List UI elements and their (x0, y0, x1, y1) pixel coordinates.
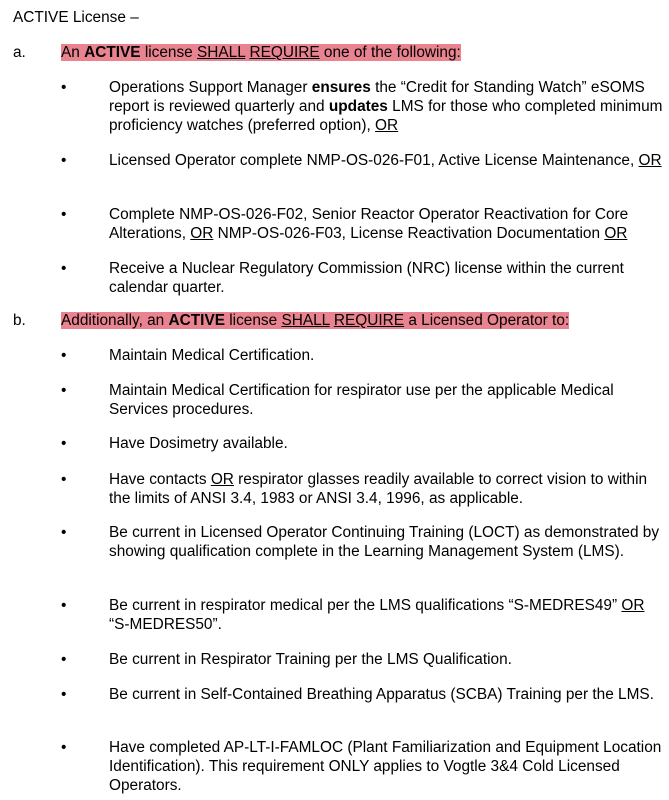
bullet-icon: • (61, 347, 67, 364)
list-item: Operations Support Manager ensures the “Credit for Standing Watch” eSOMS report is reviewed quarterly and updates LMS for those who completed minimum proficiency watches (preferred option), OR (109, 79, 663, 134)
list-item: Be current in Respirator Training per the LMS Qualification. (109, 651, 512, 668)
list-item: Have contacts OR respirator glasses readily available to correct vision to within the limits of ANSI 3.4, 1983 or ANSI 3.4, 1996, as applicable. (109, 471, 648, 507)
bullet-icon: • (61, 435, 67, 452)
list-item: Complete NMP-OS-026-F02, Senior Reactor Operator Reactivation for Core Alterations, OR NMP-OS-026-F03, License Reactivation Documentation OR (109, 206, 629, 242)
section-a-heading (61, 43, 461, 62)
highlight: An ACTIVE license SHALL REQUIRE one of the following: (61, 44, 461, 61)
list-item: Be current in Licensed Operator Continuing Training (LOCT) as demonstrated by showing qualification complete in the Learning Management System (LMS). (109, 524, 660, 560)
bullet-icon: • (61, 597, 67, 614)
bullet-icon: • (61, 79, 67, 96)
bullet-icon: • (61, 471, 67, 488)
section-b-heading (61, 311, 569, 330)
list-item: Be current in Self-Contained Breathing Apparatus (SCBA) Training per the LMS. (109, 686, 654, 703)
list-item: Have completed AP-LT-I-FAMLOC (Plant Familiarization and Equipment Location Identification). This requirement ONLY applies to Vogtle 3&4 Cold Licensed Operators. (109, 739, 662, 794)
list-item: Maintain Medical Certification for respirator use per the applicable Medical Services procedures. (109, 382, 614, 418)
bullet-icon: • (61, 651, 67, 668)
bullet-icon: • (61, 686, 67, 703)
bullet-icon: • (61, 152, 67, 169)
highlight: Additionally, an ACTIVE license SHALL REQUIRE a Licensed Operator to: (61, 312, 570, 329)
list-item: Receive a Nuclear Regulatory Commission (NRC) license within the current calendar quarter. (109, 260, 624, 296)
section-b-label: b. (13, 312, 26, 329)
bullet-icon: • (61, 739, 67, 756)
bullet-icon: • (61, 524, 67, 541)
list-item: Maintain Medical Certification. (109, 347, 315, 364)
list-item: Have Dosimetry available. (109, 435, 288, 452)
list-item: Licensed Operator complete NMP-OS-026-F01, Active License Maintenance, OR (109, 152, 662, 169)
page-heading: ACTIVE License – (13, 9, 139, 26)
section-a-label: a. (13, 44, 26, 61)
list-item: Be current in respirator medical per the LMS qualifications “S-MEDRES49” OR “S-MEDRES50”. (109, 597, 645, 633)
bullet-icon: • (61, 206, 67, 223)
bullet-icon: • (61, 382, 67, 399)
bullet-icon: • (61, 260, 67, 277)
